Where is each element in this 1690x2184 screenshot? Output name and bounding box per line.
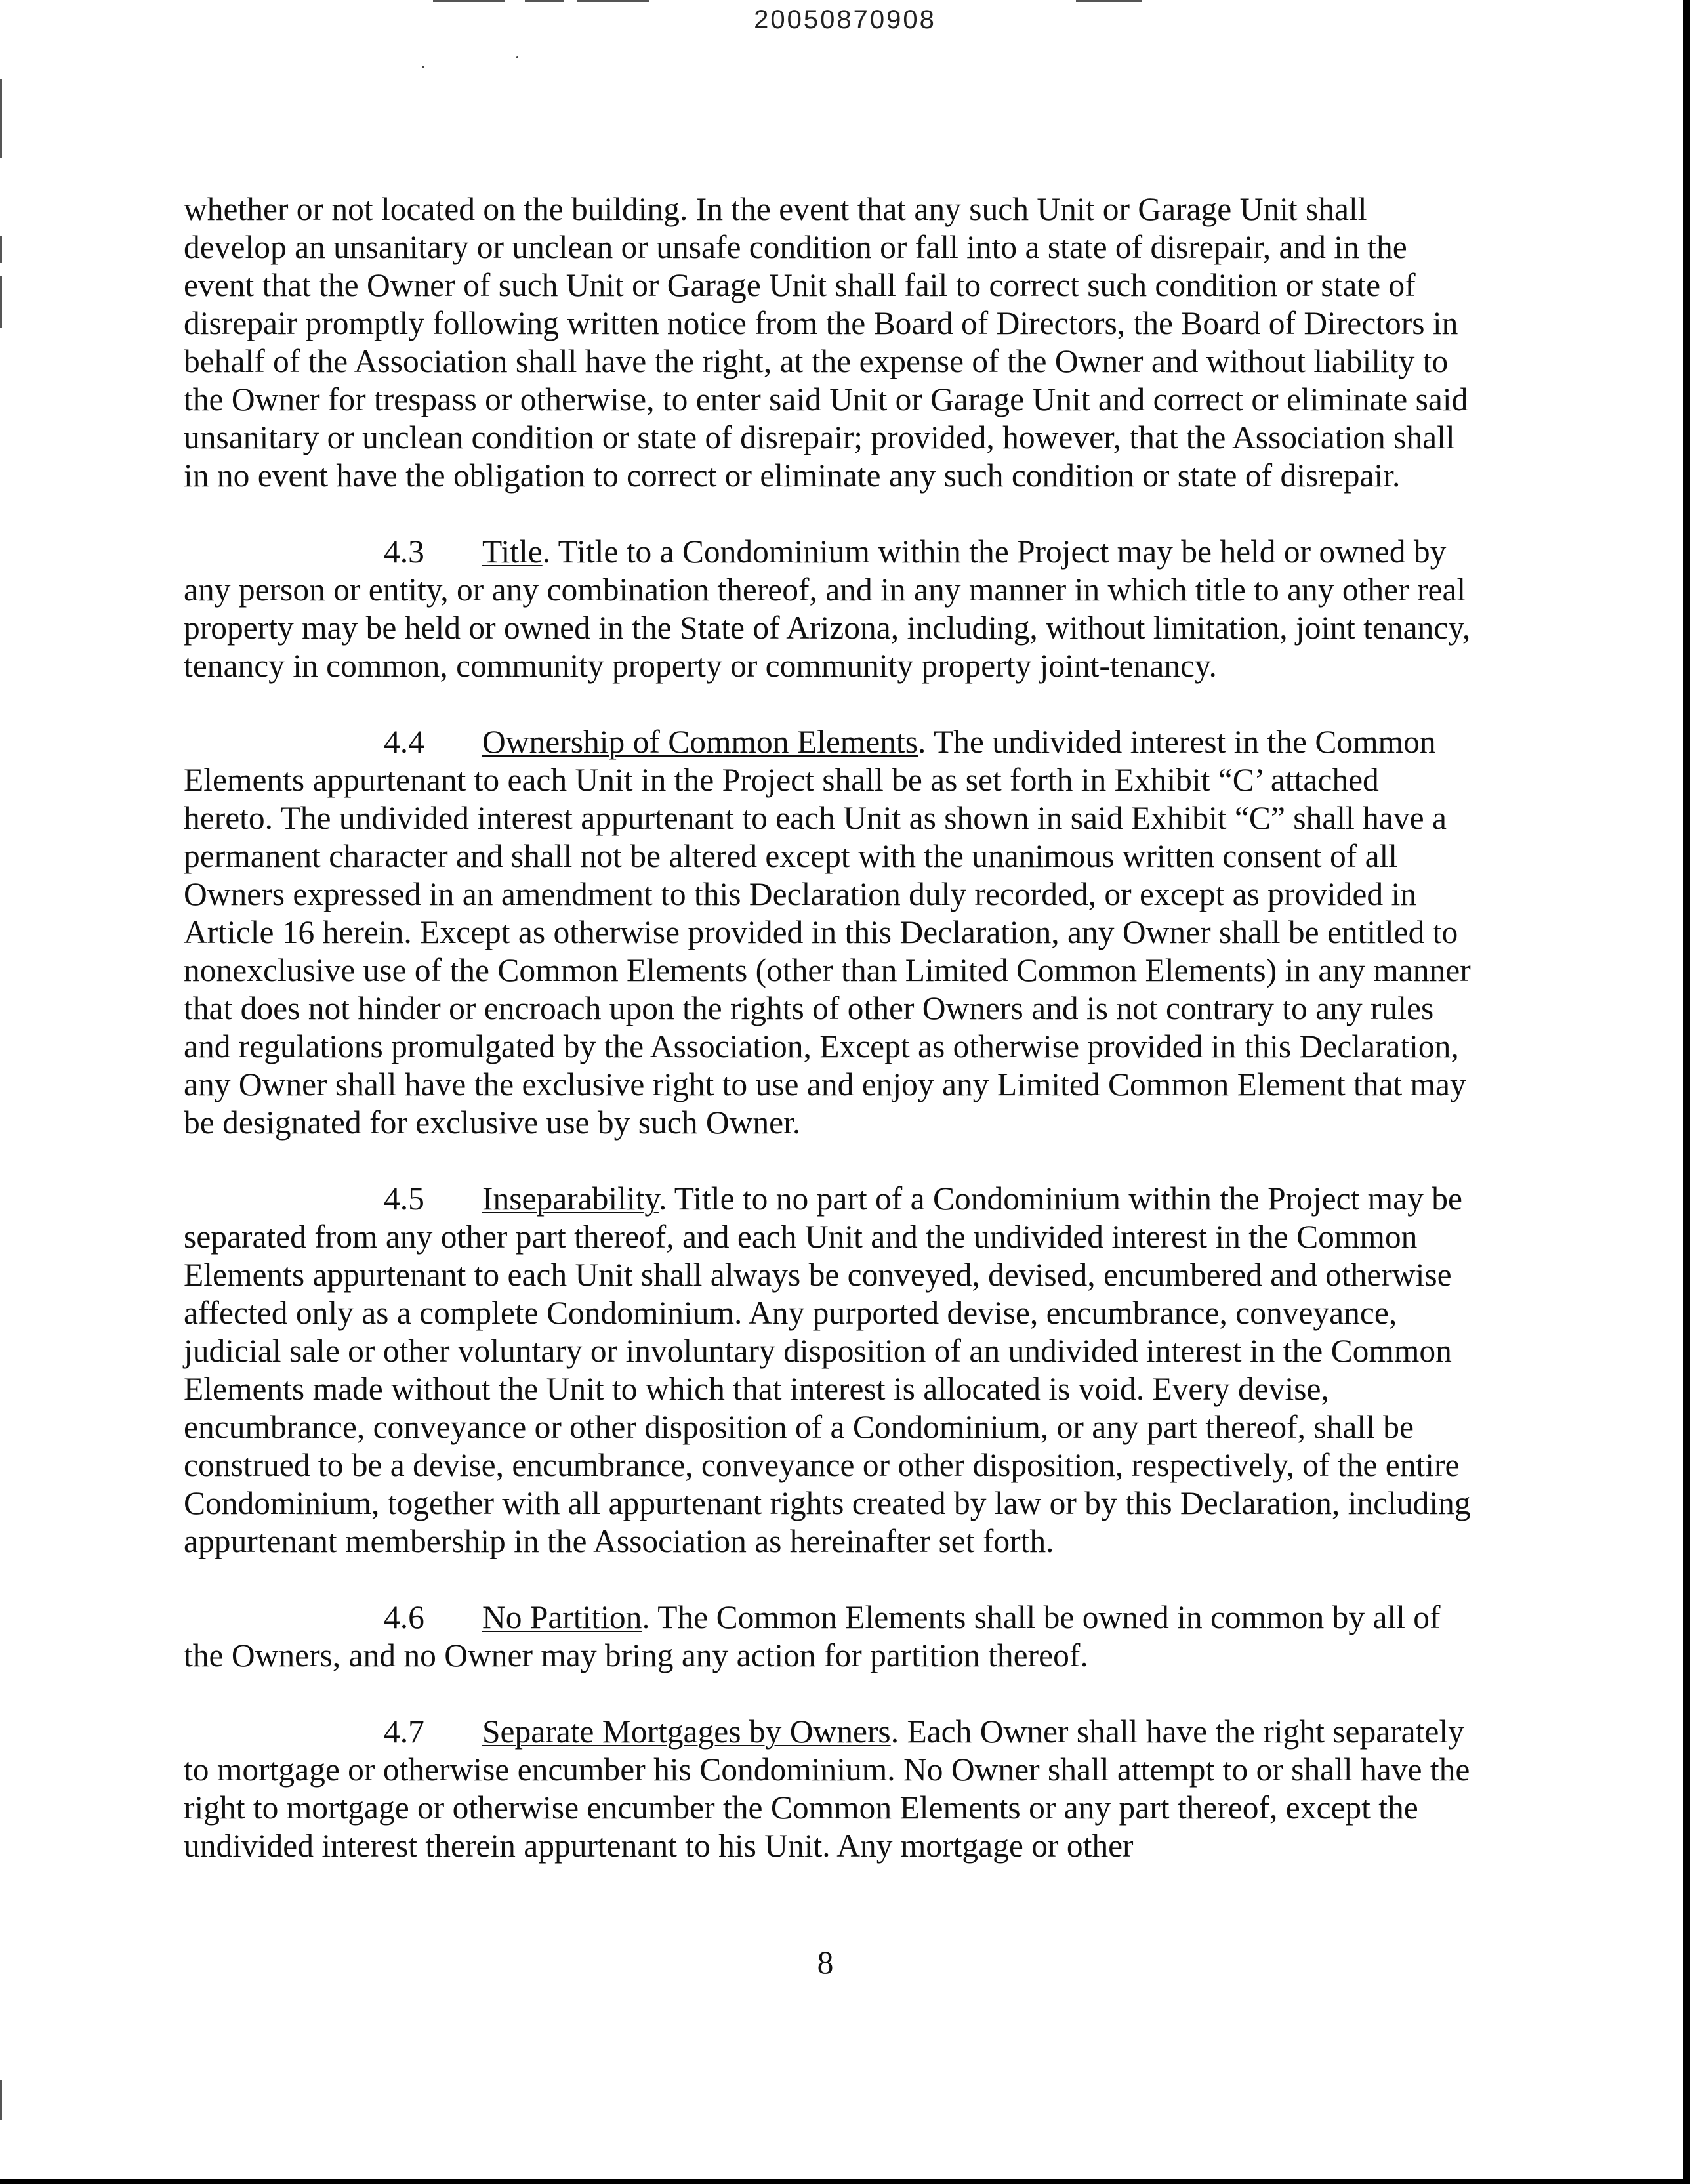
scan-artifact xyxy=(525,0,564,2)
section-heading: Separate Mortgages by Owners xyxy=(482,1713,891,1750)
section-4-6 xyxy=(184,1599,1473,1675)
section-heading: Ownership of Common Elements xyxy=(482,724,918,760)
section-4-5 xyxy=(184,1180,1473,1561)
section-number: 4.6 xyxy=(384,1599,424,1635)
page-number: 8 xyxy=(817,1944,834,1981)
scan-speck xyxy=(516,56,518,58)
section-heading: Title xyxy=(482,534,543,570)
paragraph-text: . The undivided interest in the Common Elements appurtenant to each Unit in the Project shall be as set forth in Exhibit “C’ attached hereto. The undivided interest appurtenant to each Unit as shown in said Exhibit “C” shall have a permanent character and shall not be altered except with the unanimous written consent of all Owners expressed in an amendment to this Declaration duly recorded, or except as provided in Article 16 herein. Except as otherwise provided in this Declaration, any Owner shall be entitled to nonexclusive use of the Common Elements (other than Limited Common Elements) in any manner that does not hinder or encroach upon the rights of other Owners and is not contrary to any rules and regulations promulgated by the Association, Except as otherwise provided in this Declaration, any Owner shall have the exclusive right to use and enjoy any Limited Common Element that may be designated for exclusive use by such Owner. xyxy=(184,724,1471,1141)
scan-artifact xyxy=(0,236,2,262)
scan-speck xyxy=(422,66,424,68)
paragraph-text: . Title to a Condominium within the Project may be held or owned by any person or entity, or any combination thereof, and in any manner in which title to any other real property may be held or owned in the State of Arizona, including, without limitation, joint tenancy, tenancy in common, community property or community property joint-tenancy. xyxy=(184,534,1471,684)
scan-border-right xyxy=(1683,0,1690,2184)
section-heading: Inseparability xyxy=(482,1181,659,1217)
section-number: 4.4 xyxy=(384,724,424,760)
section-number: 4.3 xyxy=(384,534,424,570)
section-number: 4.5 xyxy=(384,1181,424,1217)
section-4-4 xyxy=(184,723,1473,1142)
scan-border-bottom xyxy=(0,2179,1690,2184)
document-number: 20050870908 xyxy=(754,5,936,34)
paragraph-text: whether or not located on the building. In the event that any such Unit or Garage Unit shall develop an unsanitary or unclean or unsafe condition or fall into a state of disrepair, and in the event that the Owner of such Unit or Garage Unit shall fail to correct such condition or state of disrepair promptly following written notice from the Board of Directors, the Board of Directors in behalf of the Association shall have the right, at the expense of the Owner and without liability to the Owner for trespass or otherwise, to enter said Unit or Garage Unit and correct or eliminate said unsanitary or unclean condition or state of disrepair; provided, however, that the Association shall in no event have the obligation to correct or eliminate any such condition or state of disrepair. xyxy=(184,191,1468,494)
paragraph-text: . Title to no part of a Condominium within the Project may be separated from any other part thereof, and each Unit and the undivided interest in the Common Elements appurtenant to each Unit shall always be conveyed, devised, encumbered and otherwise affected only as a complete Condominium. Any purported devise, encumbrance, conveyance, judicial sale or other voluntary or involuntary disposition of an undivided interest in the Common Elements made without the Unit to which that interest is allocated is void. Every devise, encumbrance, conveyance or other disposition of a Condominium, or any part thereof, shall be construed to be a devise, encumbrance, conveyance or other disposition, respectively, of the entire Condominium, together with all appurtenant rights created by law or by this Declaration, including appurtenant membership in the Association as hereinafter set forth. xyxy=(184,1181,1471,1559)
scan-artifact xyxy=(577,0,649,2)
section-4-7 xyxy=(184,1713,1473,1865)
scan-artifact xyxy=(0,79,2,158)
scan-artifact xyxy=(0,276,2,328)
scan-artifact xyxy=(0,2080,2,2120)
section-4-3 xyxy=(184,533,1473,685)
paragraph-text: . The Common Elements shall be owned in common by all of the Owners, and no Owner may bring any action for partition thereof. xyxy=(184,1599,1441,1673)
section-number: 4.7 xyxy=(384,1713,424,1750)
paragraph-text: . Each Owner shall have the right separately to mortgage or otherwise encumber his Condominium. No Owner shall attempt to or shall have the right to mortgage or otherwise encumber the Common Elements or any part thereof, except the undivided interest therein appurtenant to his Unit. Any mortgage or other xyxy=(184,1713,1470,1864)
scan-artifact xyxy=(1076,0,1142,2)
paragraph-continuation xyxy=(184,190,1473,495)
document-body xyxy=(184,190,1473,1903)
scan-artifact xyxy=(433,0,505,2)
section-heading: No Partition xyxy=(482,1599,642,1635)
